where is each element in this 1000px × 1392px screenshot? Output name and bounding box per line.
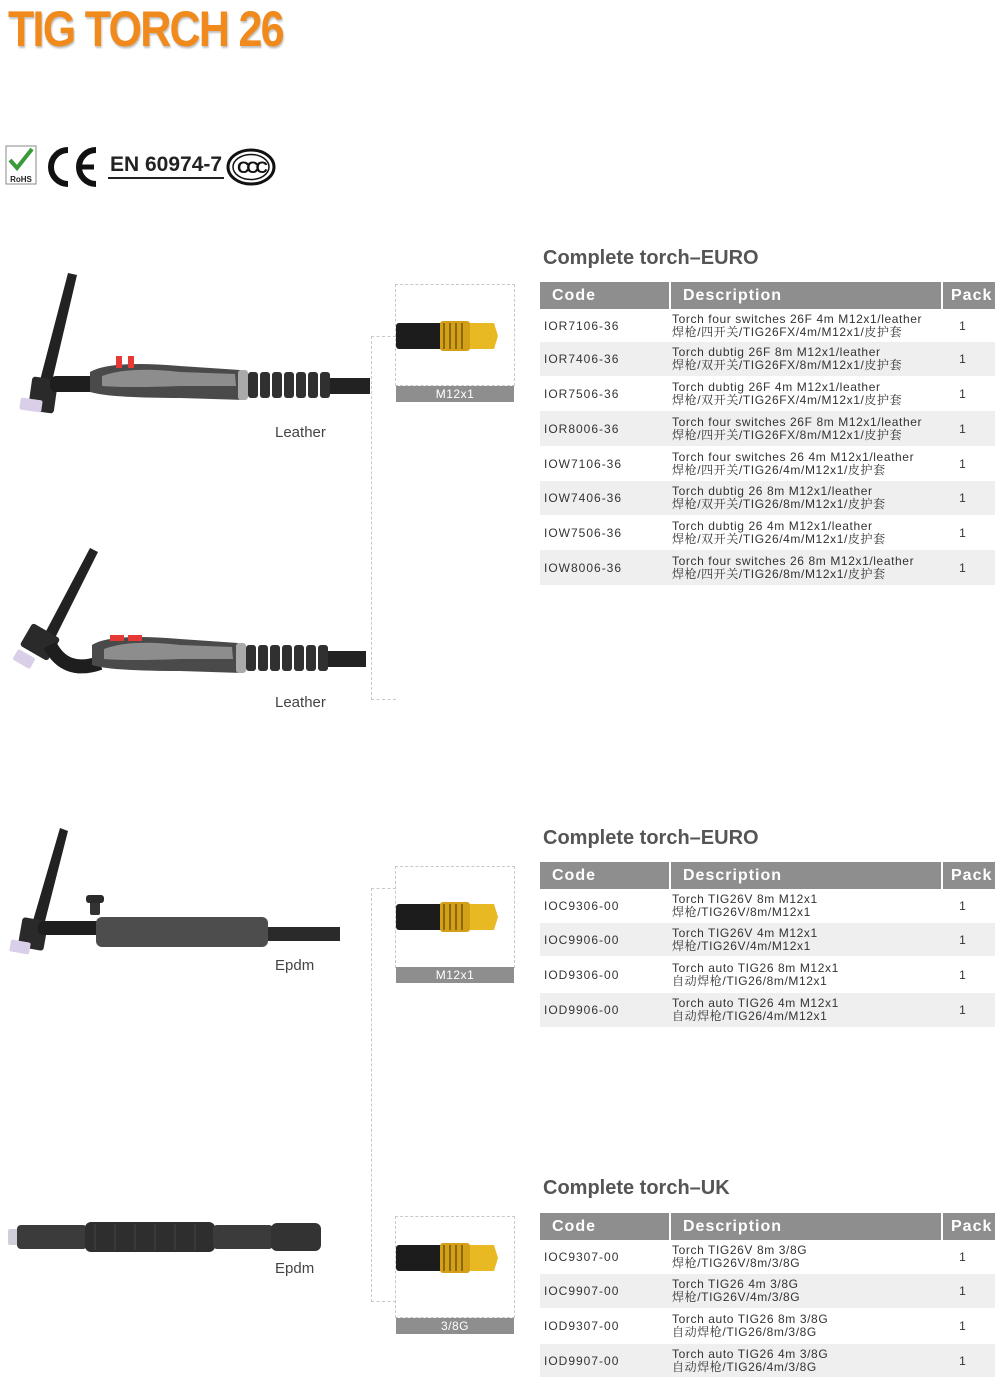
- table-row: [540, 515, 995, 550]
- part-code: IOC9307-00: [544, 1250, 620, 1264]
- pack-qty: 1: [942, 993, 995, 1027]
- description-cn: 自动焊枪/TIG26/4m/3/8G: [672, 1359, 817, 1374]
- torch-label-leather: Leather: [275, 424, 326, 441]
- description-en: Torch auto TIG26 4m M12x1: [672, 996, 839, 1010]
- part-description: [670, 342, 942, 376]
- column-header-description: Description: [670, 862, 942, 889]
- section-title-euro-leather: Complete torch–EURO: [543, 247, 759, 269]
- description-cn: 焊枪/四开关/TIG26/4m/M12x1/皮护套: [672, 462, 886, 477]
- part-description: [670, 411, 942, 446]
- part-code: IOD9307-00: [544, 1319, 620, 1333]
- column-header-description: Description: [670, 1213, 942, 1240]
- table-row: [540, 1308, 995, 1344]
- description-cn: 焊枪/双开关/TIG26/8m/M12x1/皮护套: [672, 497, 886, 511]
- part-description: [670, 515, 942, 550]
- table-row: [540, 411, 995, 446]
- description-cn: 焊枪/TIG26V/4m/3/8G: [672, 1290, 801, 1304]
- connector-label: 3/8G: [396, 1318, 514, 1334]
- rohs-icon: [6, 146, 36, 184]
- brass-connector-icon: [396, 319, 500, 353]
- table-row: [540, 956, 995, 993]
- description-cn: 焊枪/四开关/TIG26/8m/M12x1/皮护套: [672, 566, 886, 581]
- parts-table-uk: [540, 1213, 995, 1377]
- description-en: Torch dubtig 26F 4m M12x1/leather: [672, 379, 881, 394]
- tig-torch-valve-epdm-icon: [8, 825, 348, 960]
- table-row: [540, 1274, 995, 1308]
- pack-qty: 1: [959, 525, 966, 540]
- part-description: [670, 889, 942, 923]
- svg-text:CCC: CCC: [237, 158, 265, 177]
- description-en: Torch dubtig 26 4m M12x1/leather: [672, 518, 873, 533]
- part-code: IOD9906-00: [540, 993, 670, 1027]
- part-code: IOC9306-00: [544, 899, 620, 913]
- description-cn: 焊枪/四开关/TIG26FX/4m/M12x1/皮护套: [672, 324, 903, 339]
- section-title-euro-epdm: Complete torch–EURO: [543, 827, 759, 849]
- description-cn: 焊枪/四开关/TIG26FX/8m/M12x1/皮护套: [672, 427, 903, 442]
- table-row: [540, 1240, 995, 1274]
- table-row: [540, 923, 995, 956]
- part-code: IOC9907-00: [540, 1274, 670, 1308]
- rohs-label: RoHS: [10, 175, 32, 184]
- column-header-code: Code: [540, 1213, 670, 1240]
- table-row: [540, 376, 995, 411]
- table-row: [540, 481, 995, 515]
- description-en: Torch auto TIG26 8m M12x1: [672, 960, 839, 975]
- column-header-pack: Pack: [942, 862, 995, 889]
- description-cn: 焊枪/TIG26V/8m/3/8G: [672, 1256, 801, 1270]
- column-header-description: Description: [670, 282, 942, 309]
- pack-qty: 1: [942, 923, 995, 956]
- pack-qty: 1: [959, 967, 966, 982]
- part-code: IOW7506-36: [544, 525, 623, 540]
- part-code: IOW7406-36: [540, 481, 670, 515]
- description-en: Torch auto TIG26 8m 3/8G: [672, 1312, 829, 1326]
- part-description: [670, 923, 942, 956]
- part-description: [670, 481, 942, 515]
- table-row: [540, 309, 995, 342]
- description-en: Torch four switches 26 8m M12x1/leather: [672, 553, 915, 568]
- torch-label-epdm: Epdm: [275, 1260, 315, 1277]
- pack-qty: 1: [942, 550, 995, 585]
- part-description: [670, 956, 942, 993]
- torch-label-leather: Leather: [275, 694, 326, 711]
- part-description: [670, 550, 942, 585]
- part-code: IOR7406-36: [540, 342, 670, 376]
- table-row: [540, 550, 995, 585]
- column-header-pack: Pack: [942, 1213, 995, 1240]
- part-description: [670, 1240, 942, 1274]
- description-cn: 焊枪/TIG26V/4m/M12x1: [672, 938, 811, 953]
- table-row: [540, 993, 995, 1027]
- table-row: [540, 1344, 995, 1377]
- pack-qty: 1: [942, 342, 995, 376]
- description-cn: 自动焊枪/TIG26/8m/M12x1: [672, 973, 828, 988]
- description-cn: 自动焊枪/TIG26/4m/M12x1: [672, 1009, 828, 1023]
- description-en: Torch four switches 26F 8m M12x1/leather: [672, 414, 923, 429]
- ce-mark-icon: [44, 144, 100, 190]
- part-code: IOD9306-00: [544, 967, 620, 982]
- part-description: [670, 309, 942, 342]
- description-cn: 焊枪/双开关/TIG26/4m/M12x1/皮护套: [672, 531, 886, 546]
- description-en: Torch four switches 26 4m M12x1/leather: [672, 449, 915, 464]
- description-cn: 焊枪/TIG26V/8m/M12x1: [672, 905, 811, 919]
- table-row: [540, 342, 995, 376]
- ccc-mark-icon: [226, 148, 276, 186]
- description-cn: 自动焊枪/TIG26/8m/3/8G: [672, 1325, 817, 1339]
- en-standard-label: EN 60974-7: [108, 153, 224, 179]
- tig-torch-straight-epdm-icon: [5, 1219, 325, 1259]
- tig-torch-flex-leather-icon: [10, 268, 380, 418]
- description-en: Torch TIG26 4m 3/8G: [672, 1277, 799, 1291]
- table-row: [540, 446, 995, 481]
- description-en: Torch TIG26V 4m M12x1: [672, 925, 818, 940]
- pack-qty: 1: [959, 318, 966, 333]
- column-header-pack: Pack: [942, 282, 995, 309]
- description-en: Torch TIG26V 8m M12x1: [672, 892, 818, 906]
- connector-guide-line: [371, 336, 396, 700]
- part-description: [670, 1274, 942, 1308]
- part-code: IOR7106-36: [544, 318, 620, 333]
- part-code: IOR7506-36: [544, 386, 620, 401]
- description-en: Torch dubtig 26F 8m M12x1/leather: [672, 345, 881, 359]
- brass-connector-icon: [396, 1241, 500, 1275]
- part-description: [670, 376, 942, 411]
- pack-qty: 1: [959, 386, 966, 401]
- tig-torch-bent-leather-icon: [10, 545, 380, 695]
- part-code: IOD9907-00: [540, 1344, 670, 1377]
- pack-qty: 1: [942, 1344, 995, 1377]
- part-description: [670, 446, 942, 481]
- description-en: Torch dubtig 26 8m M12x1/leather: [672, 484, 873, 498]
- description-en: Torch auto TIG26 4m 3/8G: [672, 1346, 829, 1361]
- description-en: Torch TIG26V 8m 3/8G: [672, 1243, 808, 1257]
- pack-qty: 1: [959, 1250, 966, 1264]
- pack-qty: 1: [959, 456, 966, 471]
- section-title-uk: Complete torch–UK: [543, 1177, 730, 1199]
- pack-qty: 1: [942, 1274, 995, 1308]
- parts-table-euro-leather: [540, 282, 995, 585]
- part-code: IOR8006-36: [540, 411, 670, 446]
- part-description: [670, 1344, 942, 1377]
- page-title: TIG TORCH 26: [8, 1, 283, 57]
- pack-qty: 1: [959, 899, 966, 913]
- part-description: [670, 993, 942, 1027]
- torch-label-epdm: Epdm: [275, 957, 315, 974]
- column-header-code: Code: [540, 282, 670, 309]
- description-en: Torch four switches 26F 4m M12x1/leather: [672, 311, 923, 326]
- pack-qty: 1: [942, 411, 995, 446]
- parts-table-euro-epdm: [540, 862, 995, 1027]
- pack-qty: 1: [942, 481, 995, 515]
- connector-label: M12x1: [396, 967, 514, 983]
- description-cn: 焊枪/双开关/TIG26FX/8m/M12x1/皮护套: [672, 358, 903, 372]
- brass-connector-icon: [396, 900, 500, 934]
- connector-label: M12x1: [396, 386, 514, 402]
- table-row: [540, 889, 995, 923]
- part-code: IOW8006-36: [540, 550, 670, 585]
- connector-guide-line: [371, 888, 396, 1302]
- column-header-code: Code: [540, 862, 670, 889]
- description-cn: 焊枪/双开关/TIG26FX/4m/M12x1/皮护套: [672, 392, 903, 407]
- part-description: [670, 1308, 942, 1344]
- part-code: IOW7106-36: [544, 456, 623, 471]
- part-code: IOC9906-00: [540, 923, 670, 956]
- pack-qty: 1: [959, 1319, 966, 1333]
